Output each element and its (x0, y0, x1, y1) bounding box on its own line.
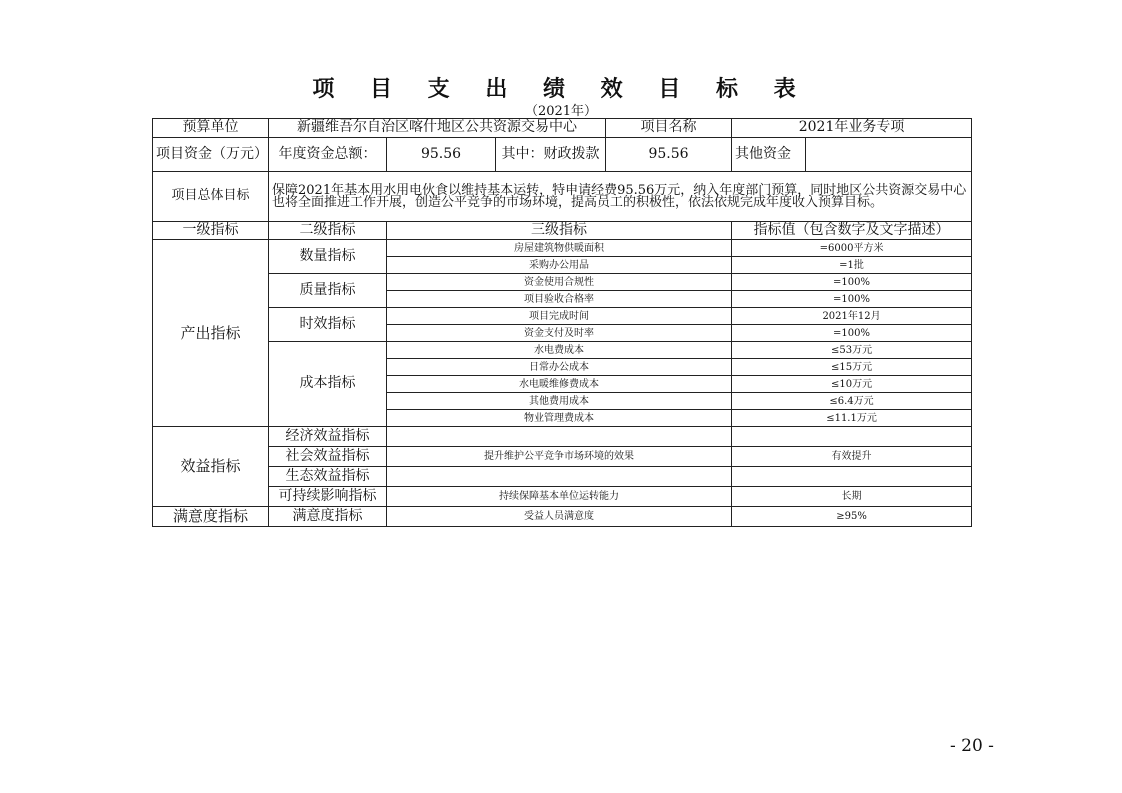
benefit-indicator-label: 效益指标 (153, 427, 269, 507)
col-level3-header: 三级指标 (387, 222, 732, 240)
level3-indicator: 物业管理费成本 (387, 410, 732, 427)
level3-indicator: 房屋建筑物供暖面积 (387, 240, 732, 257)
indicator-value: =100% (732, 274, 972, 291)
annual-total-value: 95.56 (387, 138, 496, 172)
timeliness-indicator-label: 时效指标 (269, 308, 387, 342)
project-name-label: 项目名称 (606, 119, 732, 138)
col-level1-header: 一级指标 (153, 222, 269, 240)
level3-indicator: 水电暖维修费成本 (387, 376, 732, 393)
fiscal-funds-label: 其中：财政拨款 (496, 138, 606, 172)
overall-goal-label: 项目总体目标 (153, 172, 269, 222)
budget-unit-label: 预算单位 (153, 119, 269, 138)
level3-indicator: 资金使用合规性 (387, 274, 732, 291)
indicator-value: ≤10万元 (732, 376, 972, 393)
header-row (153, 119, 972, 138)
table-row (153, 342, 972, 359)
output-indicator-label: 产出指标 (153, 240, 269, 427)
document-title: 项 目 支 出 绩 效 目 标 表 (312, 77, 810, 102)
col-level2-header: 二级指标 (269, 222, 387, 240)
indicator-value: ≥95% (732, 507, 972, 527)
level3-indicator: 持续保障基本单位运转能力 (387, 487, 732, 507)
table-row (153, 274, 972, 291)
indicator-value: ≤53万元 (732, 342, 972, 359)
table-row (153, 240, 972, 257)
level3-indicator: 项目完成时间 (387, 308, 732, 325)
level3-indicator: 日常办公成本 (387, 359, 732, 376)
indicator-value: =100% (732, 291, 972, 308)
annual-total-label: 年度资金总额： (269, 138, 387, 172)
other-funds-value (806, 138, 972, 172)
other-funds-label: 其他资金 (732, 138, 806, 172)
level3-indicator (387, 427, 732, 447)
table-row (153, 308, 972, 325)
indicator-value: 有效提升 (732, 447, 972, 467)
indicator-value: 2021年12月 (732, 308, 972, 325)
column-header-row (153, 222, 972, 240)
table-row (153, 467, 972, 487)
indicator-value: ≤15万元 (732, 359, 972, 376)
level3-indicator: 资金支付及时率 (387, 325, 732, 342)
col-value-header: 指标值（包含数字及文字描述） (732, 222, 972, 240)
project-name-value: 2021年业务专项 (732, 119, 972, 138)
page-number: - 20 - (950, 736, 994, 756)
indicator-value (732, 467, 972, 487)
sustainable-impact-label: 可持续影响指标 (269, 487, 387, 507)
ecological-benefit-label: 生态效益指标 (269, 467, 387, 487)
indicator-value: 长期 (732, 487, 972, 507)
level3-indicator: 采购办公用品 (387, 257, 732, 274)
level3-indicator: 水电费成本 (387, 342, 732, 359)
indicator-value: =6000平方米 (732, 240, 972, 257)
level3-indicator (387, 467, 732, 487)
fiscal-funds-value: 95.56 (606, 138, 732, 172)
economic-benefit-label: 经济效益指标 (269, 427, 387, 447)
indicator-value: ≤6.4万元 (732, 393, 972, 410)
satisfaction-indicator-label: 满意度指标 (153, 507, 269, 527)
project-funds-label: 项目资金（万元） (153, 138, 269, 172)
performance-target-table (152, 118, 972, 527)
cost-indicator-label: 成本指标 (269, 342, 387, 427)
table-row (153, 507, 972, 527)
overall-goal-text: 保障2021年基本用水用电伙食以维持基本运转，特申请经费95.56万元，纳入年度部门预算，同时地区公共资源交易中心也将全面推进工作开展，创造公平竞争的市场环境，提高员工的积极性，依法依规完成年度收入预算目标。 (269, 172, 972, 222)
table-row (153, 427, 972, 447)
level3-indicator: 受益人员满意度 (387, 507, 732, 527)
document-year: （2021年） (524, 104, 598, 119)
quantity-indicator-label: 数量指标 (269, 240, 387, 274)
social-benefit-label: 社会效益指标 (269, 447, 387, 467)
indicator-value (732, 427, 972, 447)
table-row (153, 447, 972, 467)
budget-unit-value: 新疆维吾尔自治区喀什地区公共资源交易中心 (269, 119, 606, 138)
indicator-value: ≤11.1万元 (732, 410, 972, 427)
level3-indicator: 提升维护公平竞争市场环境的效果 (387, 447, 732, 467)
quality-indicator-label: 质量指标 (269, 274, 387, 308)
indicator-value: =100% (732, 325, 972, 342)
level3-indicator: 其他费用成本 (387, 393, 732, 410)
satisfaction-sub-label: 满意度指标 (269, 507, 387, 527)
funds-row (153, 138, 972, 172)
table-row (153, 487, 972, 507)
indicator-value: =1批 (732, 257, 972, 274)
goal-row (153, 172, 972, 222)
level3-indicator: 项目验收合格率 (387, 291, 732, 308)
